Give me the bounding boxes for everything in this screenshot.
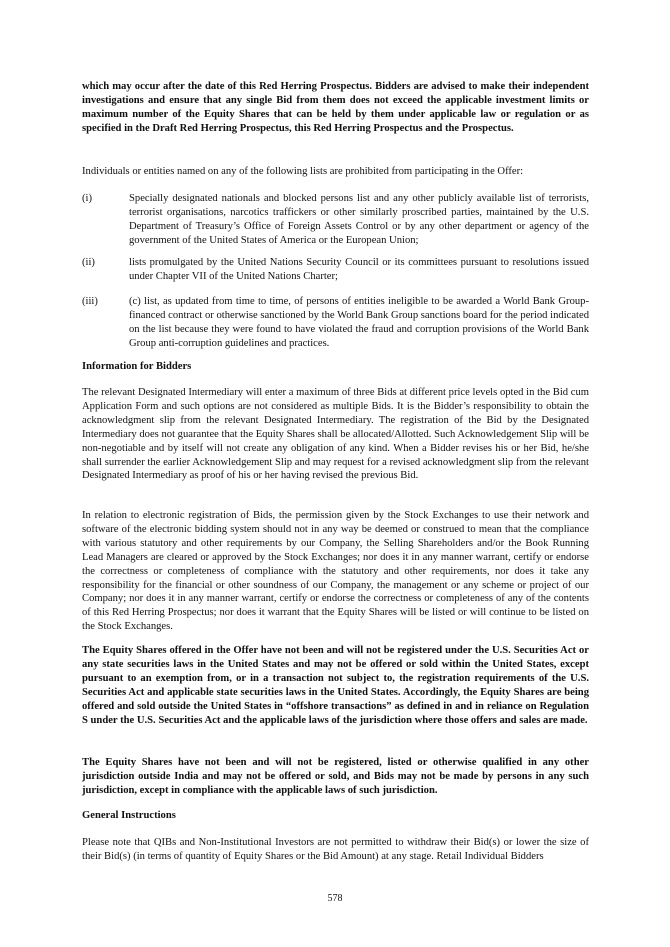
- lists-intro: Individuals or entities named on any of the following lists are prohibited from participating in the Offer:: [82, 166, 524, 177]
- list-item-number: (iii): [82, 296, 98, 307]
- securities-act-paragraph: The Equity Shares offered in the Offer have not been and will not be registered under the U.S. Securities Act or any state securities laws in the United States and may not be offered or sold within the United States, except pursuant to an exemption from, or in a transaction not subject to, the registration requirements of the U.S. Securities Act and applicable state securities laws in the United States. Accordingly, the Equity Shares are being offered and sold outside the United States in “offshore transactions” as defined in and in reliance on Regulation S under the U.S. Securities Act and the applicable laws of the jurisdiction where those offers and sales are made.: [82, 645, 589, 726]
- list-item-text: lists promulgated by the United Nations Security Council or its committees pursuant to resolutions issued under Chapter VII of the United Nations Charter;: [129, 257, 589, 282]
- intro-paragraph: which may occur after the date of this Red Herring Prospectus. Bidders are advised to make their independent investigations and ensure that any single Bid from them does not exceed the applicable investment limits or maximum number of the Equity Shares that can be held by them under applicable law or regulation or as specified in the Draft Red Herring Prospectus, this Red Herring Prospectus and the Prospectus.: [82, 81, 589, 134]
- list-item-text: (c) list, as updated from time to time, of persons of entities ineligible to be awarded a World Bank Group-financed contract or otherwise sanctioned by the World Bank Group sanctions board for the period indicated on the list because they were found to have violated the fraud and corruption provisions of the World Bank Group anti-corruption guidelines and practices.: [129, 296, 589, 349]
- page-number: 578: [327, 893, 343, 904]
- section-heading-general-instructions: General Instructions: [82, 810, 176, 821]
- info-paragraph-2: In relation to electronic registration of Bids, the permission given by the Stock Exchanges to use their network and software of the electronic bidding system should not in any way be deemed or construed to mean that the compliance with various statutory and other requirements by our Company, the Selling Shareholders and/or the Book Running Lead Managers are cleared or approved by the Stock Exchanges; nor does it in any manner warrant, certify or endorse the correctness or completeness of compliance with the statutory and other requirements, nor does it take any responsibility for the financial or other soundness of our Company, the management or any scheme or project of our Company; nor does it in any manner warrant, certify or endorse the correctness or completeness of any of the contents of this Red Herring Prospectus; nor does it warrant that the Equity Shares will be listed or will continue to be listed on the Stock Exchanges.: [82, 510, 589, 633]
- section-heading-information-for-bidders: Information for Bidders: [82, 361, 192, 372]
- list-item: [82, 295, 589, 351]
- list-item: [82, 256, 589, 284]
- list-item-text: Specially designated nationals and blocked persons list and any other publicly available list of terrorists, terrorist organisations, narcotics traffickers or other similarly proscribed parties, maintained by the U.S. Department of Treasury’s Office of Foreign Assets Control or by any other department or agency of the government of the United States of America or the European Union;: [129, 193, 589, 246]
- info-paragraph-1: The relevant Designated Intermediary will enter a maximum of three Bids at different price levels opted in the Bid cum Application Form and such options are not considered as multiple Bids. It is the Bidder’s responsibility to obtain the acknowledgment slip from the relevant Designated Intermediary. The registration of the Bid by the Designated Intermediary does not guarantee that the Equity Shares shall be allocated/Allotted. Such Acknowledgement Slip will be non-negotiable and by itself will not create any obligation of any kind. When a Bidder revises his or her Bid, he/she shall surrender the earlier Acknowledgement Slip and may request for a revised acknowledgment slip from the relevant Designated Intermediary as proof of his or her having revised the previous Bid.: [82, 387, 589, 482]
- general-instructions-paragraph: Please note that QIBs and Non-Institutional Investors are not permitted to withdraw their Bid(s) or lower the size of their Bid(s) (in terms of quantity of Equity Shares or the Bid Amount) at any stage. Retail Individual Bidders: [82, 837, 589, 862]
- list-item-number: (ii): [82, 257, 95, 268]
- list-item: [82, 192, 589, 248]
- jurisdiction-paragraph: The Equity Shares have not been and will not be registered, listed or otherwise qualified in any other jurisdiction outside India and may not be offered or sold, and Bids may not be made by persons in any such jurisdiction, except in compliance with the applicable laws of such jurisdiction.: [82, 757, 589, 796]
- list-item-number: (i): [82, 193, 92, 204]
